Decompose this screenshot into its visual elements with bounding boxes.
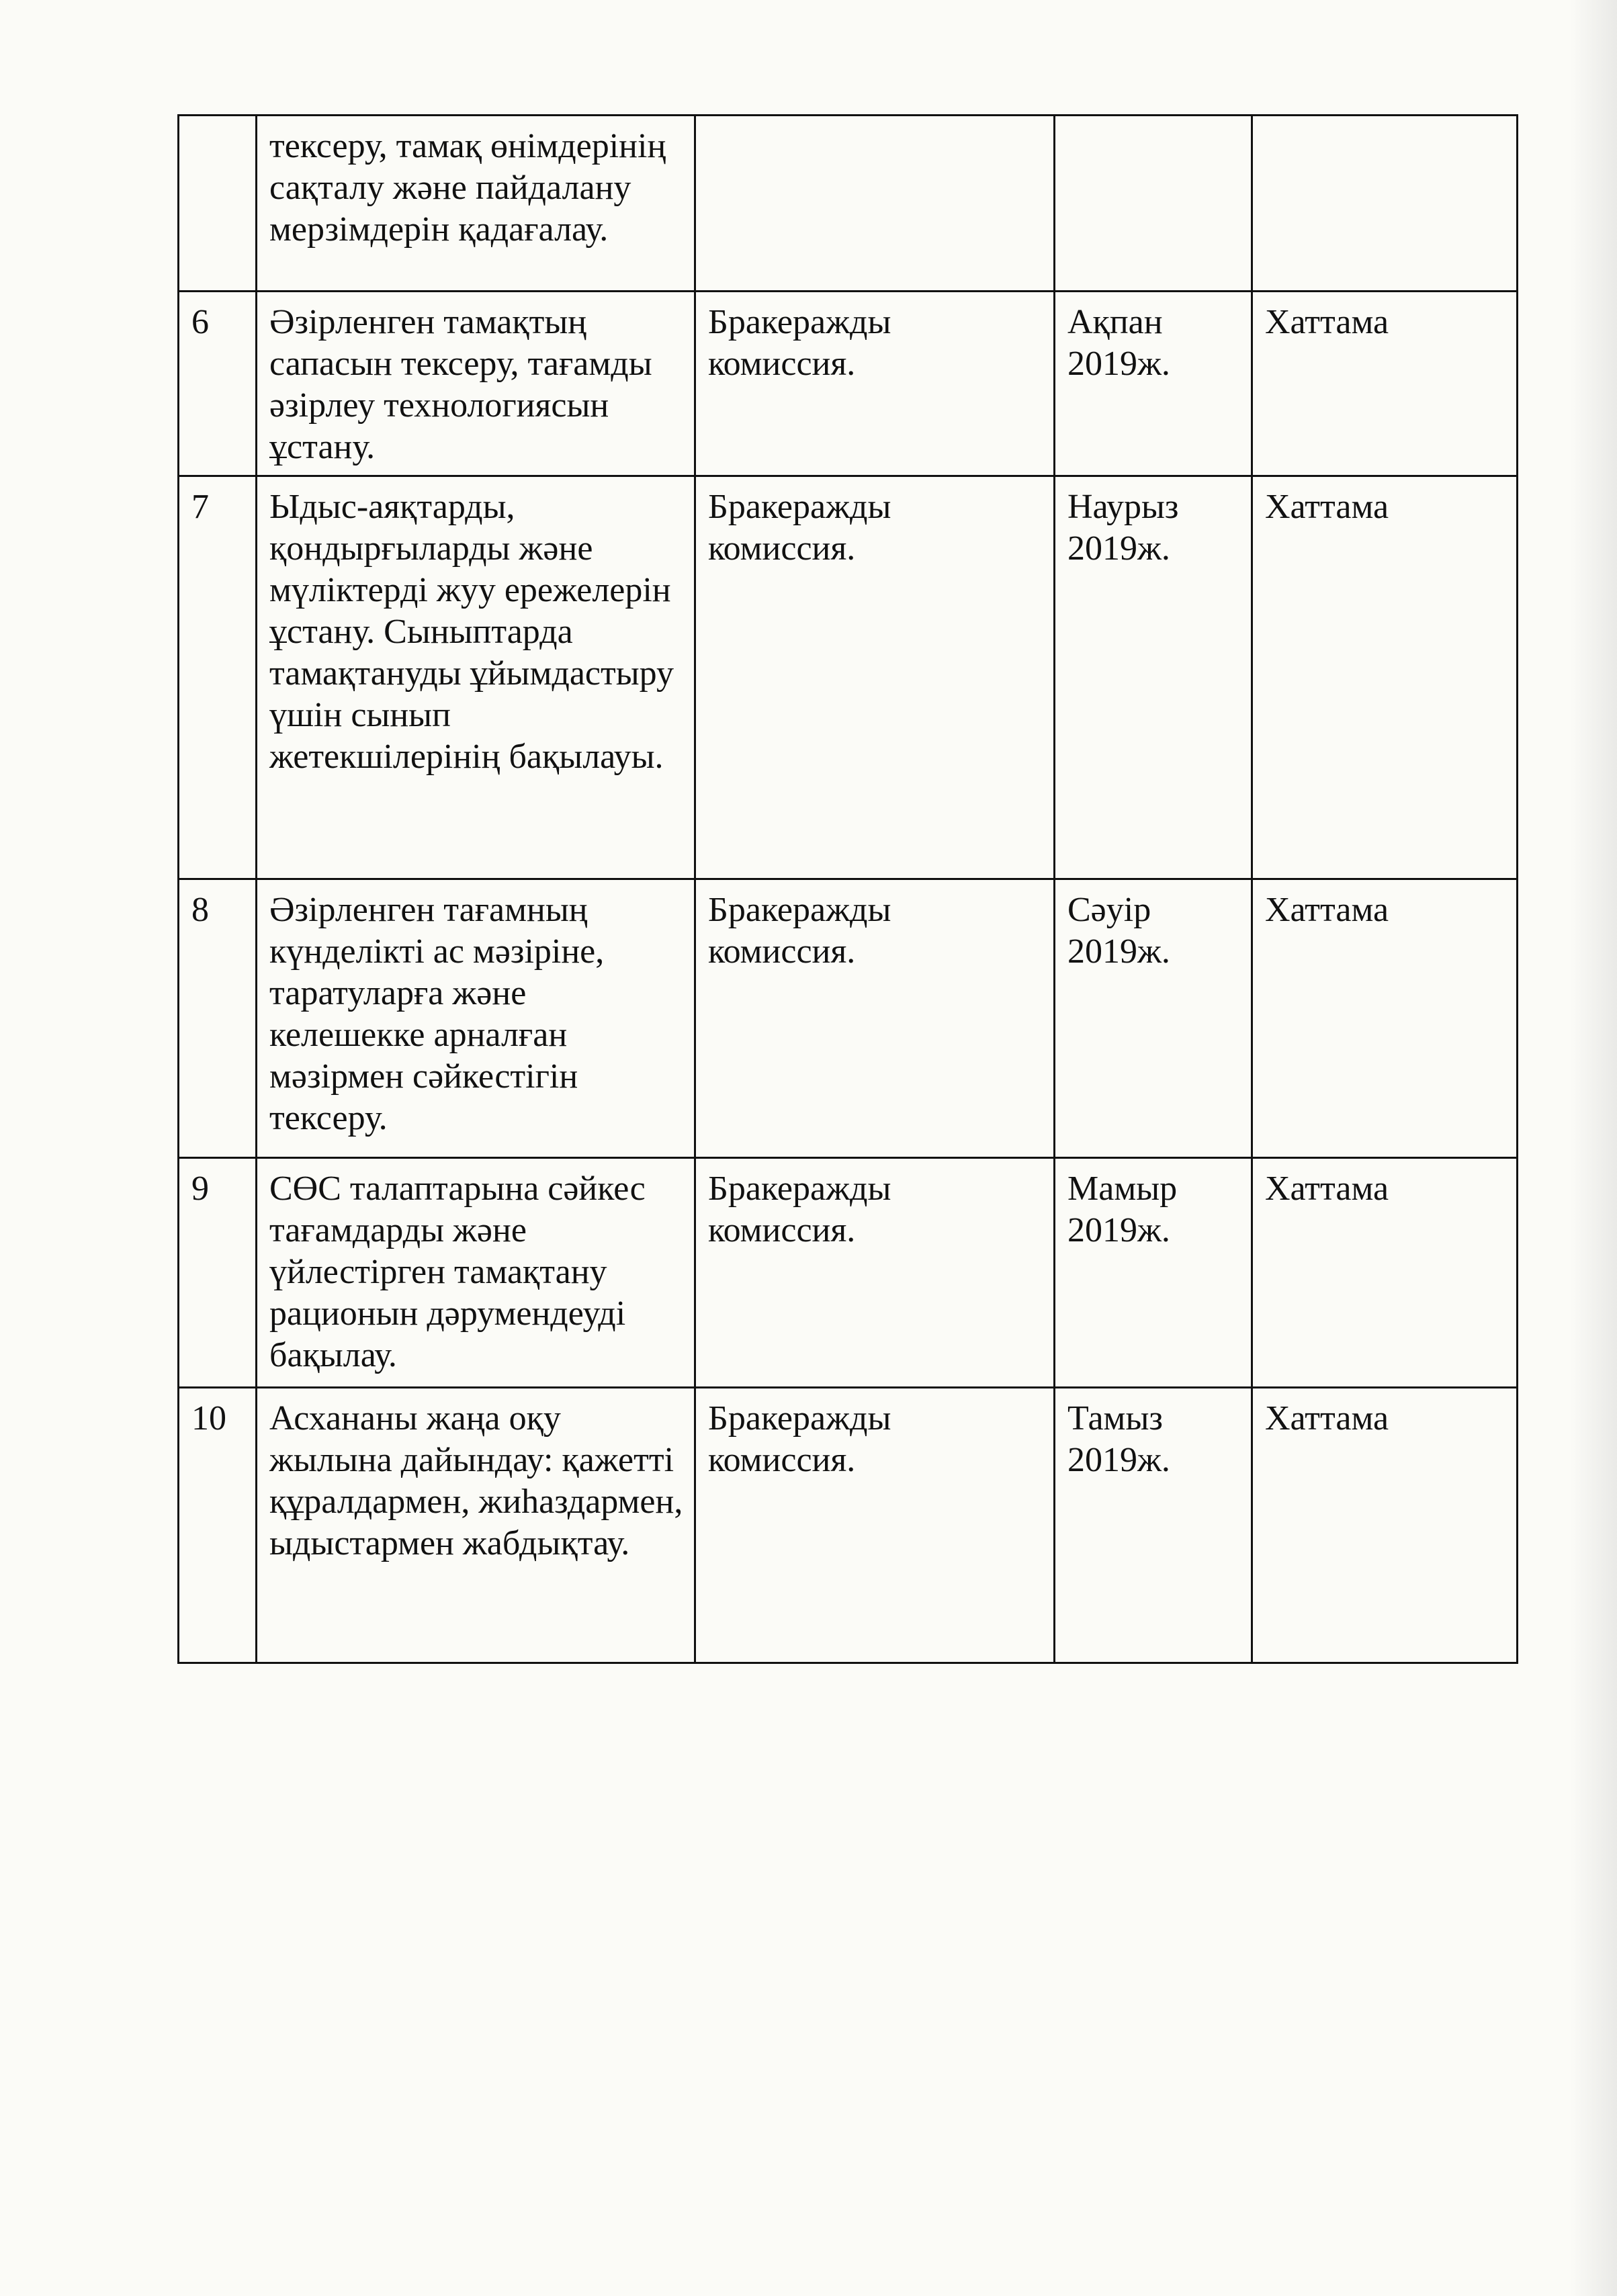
scan-edge-shadow [1570, 0, 1617, 2296]
table-row [179, 1158, 1518, 1388]
deadline: Ақпан 2019ж. [1055, 292, 1252, 476]
activity-name: Әзірленген тамақтың сапасын тексеру, тағамды әзірлеу технологиясын ұстану. [257, 292, 695, 476]
deadline: Наурыз 2019ж. [1055, 476, 1252, 879]
deadline: Мамыр 2019ж. [1055, 1158, 1252, 1388]
row-number: 8 [179, 879, 257, 1158]
deadline [1055, 116, 1252, 292]
responsible: Бракеражды комиссия. [695, 476, 1055, 879]
activity-name: Әзірленген тағамның күнделікті ас мәзіріне, таратуларға және келешекке арналған мәзірмен сәйкестігін тексеру. [257, 879, 695, 1158]
responsible: Бракеражды комиссия. [695, 1388, 1055, 1663]
table-row [179, 879, 1518, 1158]
report-document: Хаттама [1252, 292, 1518, 476]
responsible: Бракеражды комиссия. [695, 292, 1055, 476]
activity-name: Ыдыс-аяқтарды, қондырғыларды және мүліктерді жуу ережелерін ұстану. Сыныптарда тамақтануды ұйымдастыру үшін сынып жетекшілерінің бақылауы. [257, 476, 695, 879]
activity-name: Асхананы жаңа оқу жылына дайындау: қажетті құралдармен, жиһаздармен, ыдыстармен жабдықтау. [257, 1388, 695, 1663]
row-number: 6 [179, 292, 257, 476]
plan-table [177, 114, 1518, 1664]
report-document [1252, 116, 1518, 292]
row-number: 10 [179, 1388, 257, 1663]
table-row [179, 116, 1518, 292]
report-document: Хаттама [1252, 879, 1518, 1158]
deadline: Тамыз 2019ж. [1055, 1388, 1252, 1663]
responsible [695, 116, 1055, 292]
activity-name: тексеру, тамақ өнімдерінің сақталу және пайдалану мерзімдерін қадағалау. [257, 116, 695, 292]
table-row [179, 476, 1518, 879]
row-number: 7 [179, 476, 257, 879]
row-number [179, 116, 257, 292]
responsible: Бракеражды комиссия. [695, 1158, 1055, 1388]
table-row [179, 292, 1518, 476]
report-document: Хаттама [1252, 476, 1518, 879]
report-document: Хаттама [1252, 1388, 1518, 1663]
table-row [179, 1388, 1518, 1663]
activity-name: СӨС талаптарына сәйкес тағамдарды және үйлестірген тамақтану рационын дәрумендеуді бақылау. [257, 1158, 695, 1388]
responsible: Бракеражды комиссия. [695, 879, 1055, 1158]
report-document: Хаттама [1252, 1158, 1518, 1388]
deadline: Сәуір 2019ж. [1055, 879, 1252, 1158]
row-number: 9 [179, 1158, 257, 1388]
